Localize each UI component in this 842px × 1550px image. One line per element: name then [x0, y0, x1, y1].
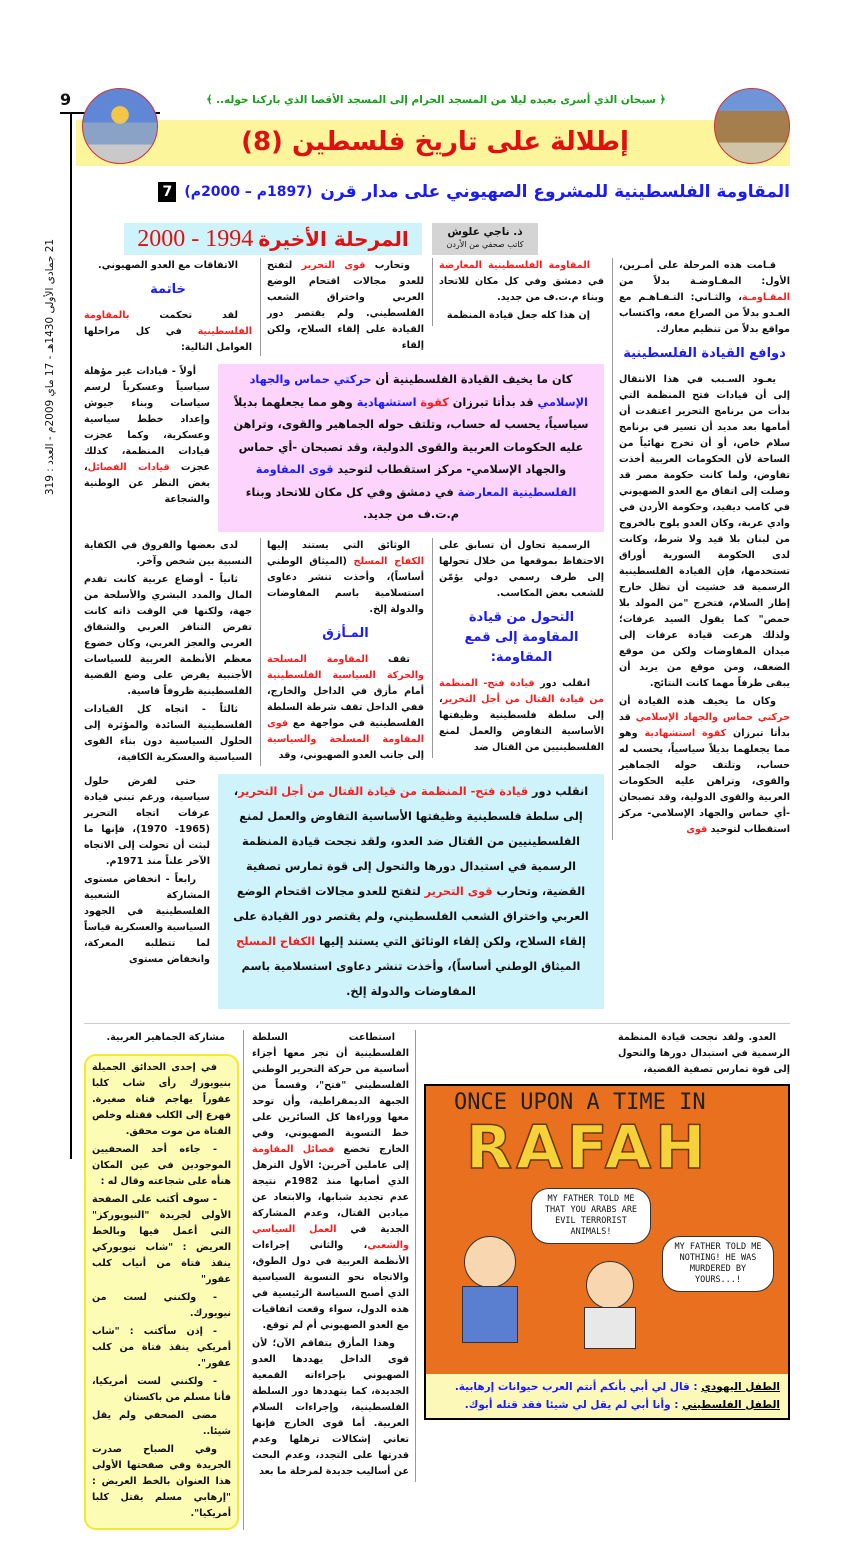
article-title — [158, 182, 790, 202]
paragraph — [84, 702, 252, 766]
pull-quote-text — [224, 369, 598, 527]
palestinian-child-figure — [576, 1261, 646, 1351]
text-run: الوثائق التي يستند إليها — [267, 539, 410, 551]
speech-bubble-left — [531, 1188, 651, 1244]
section-heading — [267, 624, 424, 644]
highlighted-text: قيادة فتح- المنظمة من قيادة القتال من أجل التحرير — [439, 677, 604, 705]
text-run: في دمشق وفي كل مكان للاتحاد وبناء م.ت.ف من جديد. — [245, 485, 460, 521]
paragraph — [92, 1192, 231, 1288]
text-run: في إحدى الحدائق الجميلة بنيويورك رأى شاب كلبا عقوراً يهاجم فتاة صغيرة. فهرع إلى الكلب فقتله وخلص الفتاة من موت محقق. — [92, 1061, 231, 1137]
paragraph — [84, 538, 252, 570]
text-run: قد بدأتا تبرزان — [448, 395, 538, 409]
author-box — [432, 223, 538, 255]
paragraph — [267, 652, 424, 764]
text-run: انقلب دور — [534, 677, 590, 689]
text-run: لتفتح للعدو مجالات اقتحام الوضع العربي واختراق الشعب الفلسطيني، ولم يقتصر دور القيادة على إلقاء السلاح، ولكن إلقاء الوثائق التي يستند إليها — [233, 884, 589, 948]
text-run: استطاعت السلطة الفلسطينية أن تجر معها أجزاء أساسية من حركة التحرير الوطني الفلسطيني "فتح"، وقسماً من الجبهة الديمقراطية، وأن توحد معها ووراءها كل السائرين على خط التسوية الصهيوني، وفي الخارج تخضع — [252, 1031, 409, 1155]
caption-text: : وأنا أبي لم يقل لي شيئا فقد قتله أبوك. — [464, 1398, 683, 1411]
divider — [70, 114, 72, 1159]
column-1-d — [84, 774, 210, 970]
column-2-middle — [260, 538, 424, 766]
highlighted-text: الكفاح المسلح — [236, 934, 316, 948]
text-run: ، إلى سلطة فلسطينية وظيفتها الأساسية التفاوض والعمل لمنع الفلسطينيين من القتال ضد العدو، ولقد نجحت قيادة المنظمة الرسمية في استبدال دورها والتحول إلى قوة تمارس تصفية القضية، وتحارب — [233, 784, 586, 898]
paragraph — [252, 1336, 409, 1480]
paragraph — [439, 538, 604, 602]
title-years: (1897م – 2000م) — [184, 184, 313, 200]
text-run: قد بدأتا تبرزان — [619, 712, 790, 739]
text-run: ثالثاً - اتجاه كل القيادات الفلسطينية السائدة والمؤثرة إلى الحلول السياسية دون بناء القوى السياسية والعسكرية الكافية، — [84, 703, 252, 763]
highlighted-text: قوى — [686, 824, 708, 835]
paragraph — [439, 258, 604, 306]
paragraph — [84, 258, 252, 274]
speech-bubble-left-text: MY FATHER TOLD ME THAT YOU ARABS ARE EVIL TERRORIST ANIMALS! — [544, 1193, 638, 1237]
text-run: أمام مأزق في الداخل والخارج، ففي الداخل تقف شرطة السلطة الفلسطينية في مواجهة مع — [267, 685, 424, 729]
text-run: رابعاً - انخفاض مستوى المشاركة الشعبية الفلسطينية في الجهود السياسية والعسكرية قياساً لما تتطلبه المعركة، وانخفاض مستوى — [84, 873, 210, 965]
text-run: لتفتح للعدو مجالات اقتحام الوضع العربي واختراق الشعب الفلسطيني. ولم يقتصر دور القيادة على إلقاء السلاح، ولكن إلقاء — [267, 260, 424, 351]
subtitle-words: المرحلة الأخيرة — [258, 227, 409, 251]
quran-verse: ﴿ سبحان الذي أسرى بعبده ليلا من المسجد الحرام إلى المسجد الأقصا الذي باركنا حوله.. ﴾ — [206, 94, 666, 106]
text-run: ، بغض النظر عن الوطنية والشجاعة — [84, 462, 210, 505]
text-run: أولاً - قيادات غير مؤهلة سياسياً وعسكرياً لرسم سياسات وبناء جيوش وإعداد خطط سياسية وعسكرية، وكما عجزت قيادات المنظمة، كذلك عجزت — [84, 366, 210, 473]
text-run: وفي الصباح صدرت الجريدة وفي صفحتها الأولى هذا العنوان بالخط العريض : "إرهابي مسلم يقتل كلبا أمريكيا". — [92, 1443, 231, 1519]
highlighted-text: المقاومة المسلحة والحركة السياسية الفلسطينية — [267, 653, 424, 681]
paragraph — [84, 308, 252, 356]
column-3-top — [432, 258, 604, 326]
text-run: ثانياً - أوضاع عربية كانت تقدم المال والمدد البشري والأسلحة من جهة، ولكنها في الوقت ذاته كانت تفرض التنافر العربي والشقاق العربي والعجز العربي، وكان خضوع معظم الأنظمة العربية للسياسات الأجنبية يفرض على وضع القضية الفلسطينية ظروفاً قاسية. — [84, 573, 252, 697]
highlighted-text: بالمقاومة الفلسطينية — [84, 310, 252, 337]
cartoon-caption — [426, 1374, 788, 1418]
article-left-area — [84, 258, 604, 1015]
article-body — [84, 258, 790, 1550]
column-right — [612, 258, 790, 840]
caption-label: الطفل الفلسطيني — [682, 1398, 780, 1411]
highlighted-text: فصائل المقاومة — [252, 1143, 335, 1155]
bottom-right-group — [424, 1030, 790, 1420]
highlighted-text: قوى المقاومة المسلحة والسياسية — [267, 717, 424, 745]
text-run: دوافع القيادة الفلسطينية — [623, 346, 786, 361]
column-3-bottom — [618, 1030, 790, 1078]
text-run: وهذا المأزق يتفاقم الآن؛ لأن قوى الداخل يهددها العدو الصهيوني بإجراءاته القمعية الجديدة، كما يتهددها دور السلطة الفلسطينية، وإجراءات السلام العربية. أما قوى الخارج فإنها تعاني إشكالات ترهلها وعدم قدرتها على التجدد، وعدم البحث عن أساليب جديدة لمرحلة ما بعد — [252, 1337, 409, 1477]
text-run: وكان ما يخيف هذه القيادة أن — [619, 696, 776, 707]
paragraph — [439, 308, 604, 324]
author-name: ذ. ناجي علوش — [447, 226, 523, 238]
paragraph — [92, 1324, 231, 1372]
text-run: المـأزق — [322, 625, 369, 641]
text-run: العدو. ولقد نجحت قيادة المنظمة الرسمية في استبدال دورها والتحول إلى قوة تمارس تصفية القضية، — [618, 1031, 790, 1075]
text-run: انقلب دور — [528, 784, 589, 798]
text-run: ، والثـاني: التـفـاهـم مع العـدو بدلاً من الصراع معه، واكتساب مواقع بدلاً من تنظيم معارك. — [619, 292, 790, 335]
pull-quote-pink — [218, 364, 604, 532]
highlighted-text: قيادة فتح- المنظمة من قيادة القتال من أجل التحرير — [238, 784, 529, 798]
paragraph — [267, 538, 424, 618]
row-cyan-quote — [84, 774, 604, 1009]
paragraph — [619, 694, 790, 838]
paragraph — [439, 676, 604, 756]
caption-label: الطفل اليهودي — [701, 1380, 780, 1393]
text-run: قـامت هذه المرحلة على أمـرين، الأول: المفـاوضـة بدلاً من — [619, 260, 790, 287]
highlighted-text: المقـاومـة — [741, 292, 790, 303]
highlighted-text: قوى التحرير — [424, 884, 493, 898]
paragraph — [92, 1408, 231, 1440]
text-run: وهو مما يجعلهما بديلاً سياسياً، يحسب له حساب، وتلتف حوله الجماهير والقوى، وتراهن عليه الحكومات العربية والقوى الدولية، وقد تصبحان -أي حماس والجهاد الإسلامي- مركز استقطاب لتوحيد — [233, 395, 589, 476]
paragraph — [84, 1030, 239, 1046]
dome-of-rock-photo — [82, 88, 158, 164]
subtitle-box — [124, 223, 422, 255]
text-run: لدى بعضها والفروق في الكفاية النسبية بين شخص وآخر. — [84, 539, 252, 567]
text-run: وتحارب — [365, 260, 410, 271]
pull-quote-cyan — [218, 774, 604, 1009]
story-box — [84, 1054, 239, 1530]
text-run: (الميثاق الوطني أساساً)، وأخذت تنشر دعاوى استسلامية باسم المفاوضات والدولة إلخ. — [267, 555, 424, 615]
text-run: خاتمة — [150, 282, 186, 297]
paragraph — [84, 364, 210, 508]
text-run: حتى لفرض حلول سياسية، ورغم تبني قيادة عرفات اتجاه التحرير (1965- 1970)، فإنها ما لبثت أن تحولت إلى الاتجاه الآخر علناً منذ 1971م. — [84, 775, 210, 867]
paragraph — [618, 1030, 790, 1078]
speech-bubble-right — [662, 1236, 774, 1292]
text-run: إلى عاملين آخرين: الأول الترهل الذي أصابها منذ 1982م نتيجة عدم تجديد شبابها، والابتعاد عن ميادين القتال، وعدم المشاركة الجدية في — [252, 1159, 409, 1235]
author-role: كاتب صحفي من الأردن — [446, 240, 524, 249]
article-top-area — [84, 258, 790, 1015]
cartoon — [424, 1084, 790, 1420]
paragraph — [92, 1290, 231, 1322]
section-heading — [439, 608, 604, 668]
part-number-badge: 7 — [158, 182, 176, 202]
column-2-top — [260, 258, 424, 356]
highlighted-text: حركتي حماس والجهاد الإسلامي — [635, 712, 791, 723]
al-aqsa-mosque-photo — [714, 88, 790, 164]
article-bottom-area — [84, 1023, 790, 1530]
paragraph — [92, 1374, 231, 1406]
paragraph — [619, 258, 790, 338]
israeli-child-figure — [454, 1236, 524, 1346]
title-text: المقاومة الفلسطينية للمشروع الصهيوني على مدار قرن — [320, 182, 790, 202]
text-run: كان ما يخيف القيادة الفلسطينية أن — [371, 373, 573, 386]
text-run: ، إلى سلطة فلسطينية وظيفتها الأساسية التفاوض والعمل لمنع الفلسطينيين من القتال ضد — [439, 693, 604, 753]
column-1-b — [84, 364, 210, 510]
issue-date: 21 جمادى الأولى 1430هـ - 17 ماي 2009م - العدد : 319 — [44, 238, 56, 496]
cartoon-title-line: ONCE UPON A TIME IN — [454, 1089, 706, 1115]
paragraph — [92, 1442, 231, 1522]
column-2-bottom — [252, 1030, 416, 1482]
highlighted-text: حركتي حماس والجهاد الإسلامي — [249, 373, 588, 409]
text-run: الميثاق الوطني أساساً)، وأخذت تنشر دعاوى استسلامية باسم المفاوضات والدولة إلخ. — [241, 959, 581, 998]
highlighted-text: المقاومة الفلسطينية المعارضة — [439, 260, 590, 271]
text-run: الرسمية تحاول أن تسابق على الاحتفاظ بموقعها من خلال تحولها إلى طرف رسمي دولي يؤمّن للشعب بعض المكاسب. — [439, 539, 604, 599]
subtitle-years: 1994 - 2000 — [137, 226, 254, 252]
paragraph — [84, 572, 252, 700]
text-run: مشاركة الجماهير العربية. — [106, 1031, 225, 1043]
section-heading — [619, 344, 790, 364]
bottom-left-group — [84, 1030, 244, 1530]
text-run: - ولكنني لست أمريكيا، فأنا مسلم من باكستان — [92, 1375, 231, 1403]
text-run: - ولكنني لست من نيويورك. — [92, 1291, 231, 1319]
column-1-a — [84, 258, 252, 358]
highlighted-text: الكفاح المسلح — [353, 555, 424, 567]
highlighted-text: قيادات الفصائل — [87, 462, 170, 473]
paragraph — [84, 774, 210, 870]
paragraph — [267, 258, 424, 354]
row-middle — [84, 538, 604, 768]
text-run: الاتفاقات مع العدو الصهيوني. — [98, 260, 238, 271]
text-run: التحول من قيادة المقاومة إلى قمع المقاومة: — [464, 609, 579, 665]
text-run: مضى الصحفي ولم يقل شيئا.. — [92, 1409, 231, 1437]
pull-quote-text — [224, 779, 598, 1004]
text-run: تقف — [368, 653, 410, 665]
text-run: - جاءه أحد الصحفيين الموجودين في عين المكان هنأه على شجاعته وقال له : — [92, 1143, 231, 1187]
text-run: يعـود السـبب في هذا الانتقال إلى أن قيادات فتح المنظمة التي بدأت من برنامج التحرير اعتقدت أن أمامها بعد مديد أن تسير في برنامج سلام خاص، أو أن تخرج نهائياً من الساحة لأن الحكومات العربية أخذت تفاوض، ولما كانت حكومة مصر قد وصلت إلى اتفاق مع العدو الصهيوني في كامب ديفيد، وحكومة الأردن في وادي عربة، وكان العدو يلوح بالخروج من لبنان بلا قيد ولا شرط، وكانت لدى الحكومة السورية أوراق تستخدمها، فإن القيادة الفلسطينية الرسمية قد خشيت أن تظل خارج إطار السلام، فتخرج "من المولد بلا حمص" كما يقول السيد عرفات؛ ولذلك هرعت قيادة عرفات إلى ميدان المفاوضات ولكن من موقع الضعف، ومن موقع من يريد أن يبقى طرفاً مهما كانت النتائج. — [619, 374, 790, 689]
cartoon-title-big: RAFAH — [466, 1112, 710, 1183]
highlighted-text: قوى التحرير — [301, 260, 366, 271]
paragraph — [619, 372, 790, 692]
column-1-c — [84, 538, 252, 768]
text-run: في كل مراحلها العوامل التالية: — [84, 326, 252, 353]
text-run: - إذن سأكتب : "شاب أمريكي ينقذ فتاة من كلب عقور". — [92, 1325, 231, 1369]
highlighted-text: استشهادية — [356, 395, 417, 409]
section-heading — [84, 280, 252, 300]
row-top — [84, 258, 604, 358]
column-3-middle — [432, 538, 604, 758]
highlighted-text: قوى المقاومة الفلسطينية المعارضة — [255, 463, 577, 499]
text-run: إن هذا كله جعل قيادة المنظمة — [446, 310, 590, 321]
paragraph — [84, 872, 210, 968]
text-run: لقد تحكمت — [129, 310, 238, 321]
highlighted-text: العمل السياسي والشعبي — [252, 1223, 409, 1251]
column-1-e — [84, 1030, 239, 1046]
page-number: 9 — [60, 90, 72, 109]
highlighted-text: كقوة — [416, 395, 449, 409]
text-run: - سوف أكتب على الصفحة الأولى لجريدة "النيويوركز" التي أعمل فيها وبالخط العريض : "شاب نيويوركي ينقذ فتاة من أنياب كلب عقور" — [92, 1193, 231, 1285]
text-run: إلى جانب العدو الصهيوني، وقد — [278, 749, 424, 761]
highlighted-text: كقوة استشهادية — [644, 728, 727, 739]
row-pink-quote — [84, 364, 604, 532]
text-run: وهو مما يجعلهما بديلاً سياسياً، يحسب له حساب، وتلتف حوله الجماهير والقوى، وتراهن عليه الحكومات العربية والقوى الدولية، وقد تصبحان -أي حماس والجهاد الإسلامي- مركز استقطاب لتوحيد — [619, 728, 790, 835]
caption-text: : قال لي أبي بأنكم أنتم العرب حيوانات إرهابية. — [454, 1380, 702, 1393]
text-run: في دمشق وفي كل مكان للاتحاد وبناء م.ت.ف من جديد. — [439, 276, 604, 303]
series-title: إطلالة على تاريخ فلسطين (8) — [241, 127, 629, 157]
paragraph — [92, 1142, 231, 1190]
speech-bubble-right-text: MY FATHER TOLD ME NOTHING! HE WAS MURDERED BY YOURS...! — [674, 1241, 762, 1285]
text-run: ، والثاني إجراءات الأنظمة العربية في دول الطوق، والاتجاه نحو التسوية السياسية الذي أصبح السياسة الرئيسية في هذه الدول، سواء وقعت اتفاقيات مع العدو الصهيوني أم لم توقع. — [252, 1239, 409, 1331]
paragraph — [92, 1060, 231, 1140]
paragraph — [252, 1030, 409, 1334]
